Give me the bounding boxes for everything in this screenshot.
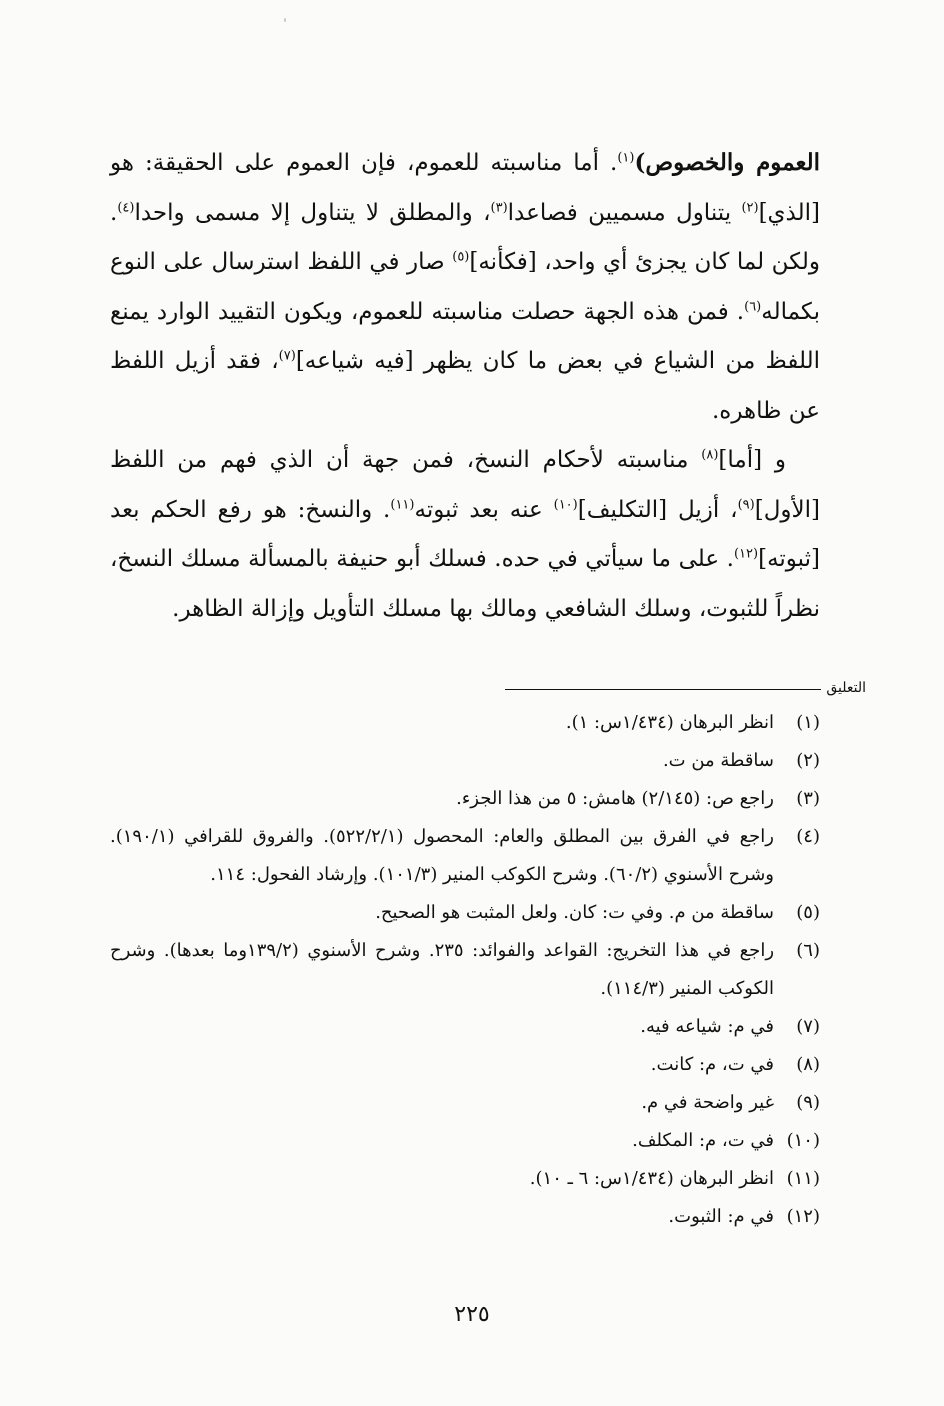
footnote-number: (٤) (796, 826, 820, 847)
footnotes-list (110, 704, 820, 1236)
footnote-item (110, 1160, 820, 1198)
footnote-ref-12[interactable]: (١٢) (733, 546, 759, 562)
text-run: و [أما] (718, 447, 786, 473)
footnote-ref-8[interactable]: (٨) (701, 447, 719, 463)
footnote-text: انظر البرهان (١/٤٣٤س: ١). (565, 712, 774, 733)
footnote-number: (٦) (796, 940, 820, 961)
footnote-item (110, 1046, 820, 1084)
text-run: ، والمطلق لا يتناول إلا مسمى واحدا (134, 199, 491, 226)
footnote-number: (١) (796, 712, 820, 733)
footnote-ref-6[interactable]: (٦) (744, 298, 762, 314)
text-run: . ولكن لما كان يجزئ أي واحد، [فكأنه] (110, 199, 820, 275)
footnote-text: راجع في هذا التخريج: القواعد والفوائد: ٢٣٥. وشرح الأسنوي (١٣٩/٢وما بعدها). وشرح الكوكب المنير (١١٤/٣). (110, 940, 775, 999)
footnote-ref-10[interactable]: (١٠) (553, 496, 578, 512)
footnote-text: راجع في الفرق بين المطلق والعام: المحصول (٥٢٢/٢/١). والفروق للقرافي (١٩٠/١). وشرح الأسنوي (٦٠/٢). وشرح الكوكب المنير (١٠١/٣). وإرشاد الفحول: ١١٤. (110, 826, 774, 885)
footnote-number: (٣) (796, 788, 820, 809)
footnote-item (110, 1122, 820, 1160)
footnote-ref-5[interactable]: (٥) (452, 249, 470, 265)
footnote-number: (٢) (796, 750, 820, 771)
footnote-number: (٧) (796, 1016, 820, 1037)
footnotes-divider (505, 689, 821, 690)
text-run: . على ما سيأتي في حده. فسلك أبو حنيفة بالمسألة مسلك النسخ، نظراً للثبوت، وسلك الشافعي ومالك بها مسلك التأويل وإزالة الظاهر. (110, 546, 820, 622)
text-run: . والنسخ: هو رفع الحكم بعد [ثبوته] (110, 496, 820, 572)
footnote-text: انظر البرهان (١/٤٣٤س: ٦ ـ ١٠). (529, 1168, 774, 1189)
footnote-ref-3[interactable]: (٣) (490, 199, 508, 215)
footnotes-label: التعليق (826, 680, 866, 696)
footnote-ref-2[interactable]: (٢) (741, 199, 759, 215)
footnote-text: ساقطة من م. وفي ت: كان. ولعل المثبت هو الصحيح. (375, 902, 774, 923)
footnote-number: (٥) (796, 902, 820, 923)
footnote-item (110, 1008, 820, 1046)
text-run: صار في اللفظ استرسال على النوع بكماله (110, 249, 820, 325)
text-run: ، فقد أزيل اللفظ عن ظاهره. (110, 348, 820, 424)
footnote-item (110, 1198, 820, 1236)
footnote-item (110, 932, 820, 1008)
paragraph-1 (110, 138, 820, 436)
footnote-text: ساقطة من ت. (662, 750, 774, 771)
footnote-text: في م: شياعه فيه. (640, 1016, 774, 1037)
footnote-number: (١٠) (786, 1130, 820, 1151)
footnote-item (110, 894, 820, 932)
footnote-number: (١١) (786, 1168, 820, 1189)
footnote-item (110, 780, 820, 818)
footnote-text: غير واضحة في م. (641, 1092, 774, 1113)
text-run: عنه بعد ثبوته (414, 496, 554, 523)
text-run: ، أزيل [التكليف] (577, 496, 738, 523)
text-run: يتناول مسميين فصاعدا (507, 199, 742, 226)
text-run: . أما مناسبته للعموم، فإن العموم على الحقيقة: هو [الذي] (110, 150, 820, 226)
footnote-number: (٩) (796, 1092, 820, 1113)
page-number: ٢٢٥ (454, 1302, 490, 1327)
footnote-ref-7[interactable]: (٧) (278, 348, 296, 364)
footnote-item (110, 742, 820, 780)
footnote-number: (١٢) (786, 1206, 820, 1227)
footnote-ref-9[interactable]: (٩) (737, 496, 755, 512)
main-text (110, 138, 820, 634)
footnote-number: (٨) (796, 1054, 820, 1075)
footnote-ref-4[interactable]: (٤) (117, 199, 135, 215)
footnote-text: راجع ص: (٢/١٤٥) هامش: ٥ من هذا الجزء. (456, 788, 774, 809)
footnote-text: في ت، م: المكلف. (632, 1130, 774, 1151)
footnote-item (110, 1084, 820, 1122)
footnote-text: في م: الثبوت. (668, 1206, 774, 1227)
text-run: مناسبته لأحكام النسخ، فمن جهة أن الذي فهم من اللفظ [الأول] (110, 447, 820, 523)
footnote-item (110, 818, 820, 894)
paragraph-2 (110, 436, 820, 634)
footnote-item (110, 704, 820, 742)
footnote-text: في ت، م: كانت. (650, 1054, 774, 1075)
footnotes-header (506, 678, 866, 702)
bold-term: العموم والخصوص) (634, 149, 820, 176)
text-run: . فمن هذه الجهة حصلت مناسبته للعموم، ويكون التقييد الوارد يمنع اللفظ من الشياع في بعض ما كان يظهر [فيه شياعه] (110, 298, 820, 374)
footnote-ref-1[interactable]: (١) (617, 150, 635, 166)
footnote-ref-11[interactable]: (١١) (390, 496, 415, 512)
